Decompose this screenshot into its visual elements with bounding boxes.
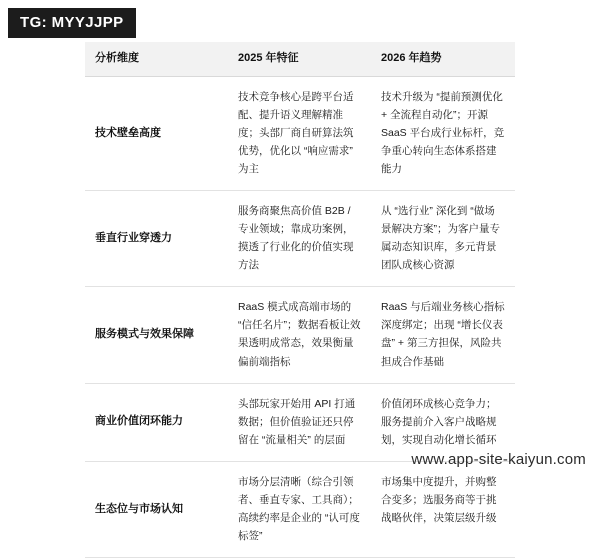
cell-2026: 价值闭环成核心竞争力；服务提前介入客户战略规划，实现自动化增长循环 — [371, 383, 515, 461]
cell-dimension: 技术壁垒高度 — [85, 76, 228, 190]
cell-2026: RaaS 与后端业务核心指标深度绑定；出现 “增长仪表盘” + 第三方担保，风险共担成合作基础 — [371, 287, 515, 383]
table-body — [85, 76, 515, 557]
cell-2025: 服务商聚焦高价值 B2B / 专业领域；靠成功案例，摸透了行业化的价值实现方法 — [228, 191, 371, 287]
column-header-2025: 2025 年特征 — [228, 42, 371, 76]
column-header-2026: 2026 年趋势 — [371, 42, 515, 76]
cell-2025: 技术竞争核心是跨平台适配、提升语义理解精准度；头部厂商自研算法筑优势，优化以 “响应需求” 为主 — [228, 76, 371, 190]
table-row — [85, 76, 515, 190]
table-row — [85, 191, 515, 287]
column-header-dimension: 分析维度 — [85, 42, 228, 76]
table-header — [85, 42, 515, 76]
table-row — [85, 461, 515, 557]
site-watermark: www.app-site-kaiyun.com — [411, 451, 586, 468]
cell-dimension: 服务模式与效果保障 — [85, 287, 228, 383]
cell-dimension: 生态位与市场认知 — [85, 461, 228, 557]
cell-2026: 从 “选行业” 深化到 “做场景解决方案”；为客户量专属动态知识库，多元背景团队成核心资源 — [371, 191, 515, 287]
cell-dimension: 垂直行业穿透力 — [85, 191, 228, 287]
cell-2025: 头部玩家开始用 API 打通数据；但价值验证还只停留在 “流量相关” 的层面 — [228, 383, 371, 461]
table-row — [85, 383, 515, 461]
telegram-watermark-badge: TG: MYYJJPP — [8, 8, 136, 38]
table-row — [85, 287, 515, 383]
cell-dimension: 商业价值闭环能力 — [85, 383, 228, 461]
comparison-table — [85, 42, 515, 558]
cell-2026: 技术升级为 “提前预测优化 + 全流程自动化”；开源 SaaS 平台成行业标杆，竞争重心转向生态体系搭建能力 — [371, 76, 515, 190]
cell-2025: 市场分层清晰（综合引领者、垂直专家、工具商）；高续约率是企业的 “认可度标签” — [228, 461, 371, 557]
cell-2026: 市场集中度提升，并购整合变多；选服务商等于挑战略伙伴，决策层级升级 — [371, 461, 515, 557]
cell-2025: RaaS 模式成高端市场的 “信任名片”；数据看板让效果透明成常态，效果衡量偏前端指标 — [228, 287, 371, 383]
table-header-row — [85, 42, 515, 76]
